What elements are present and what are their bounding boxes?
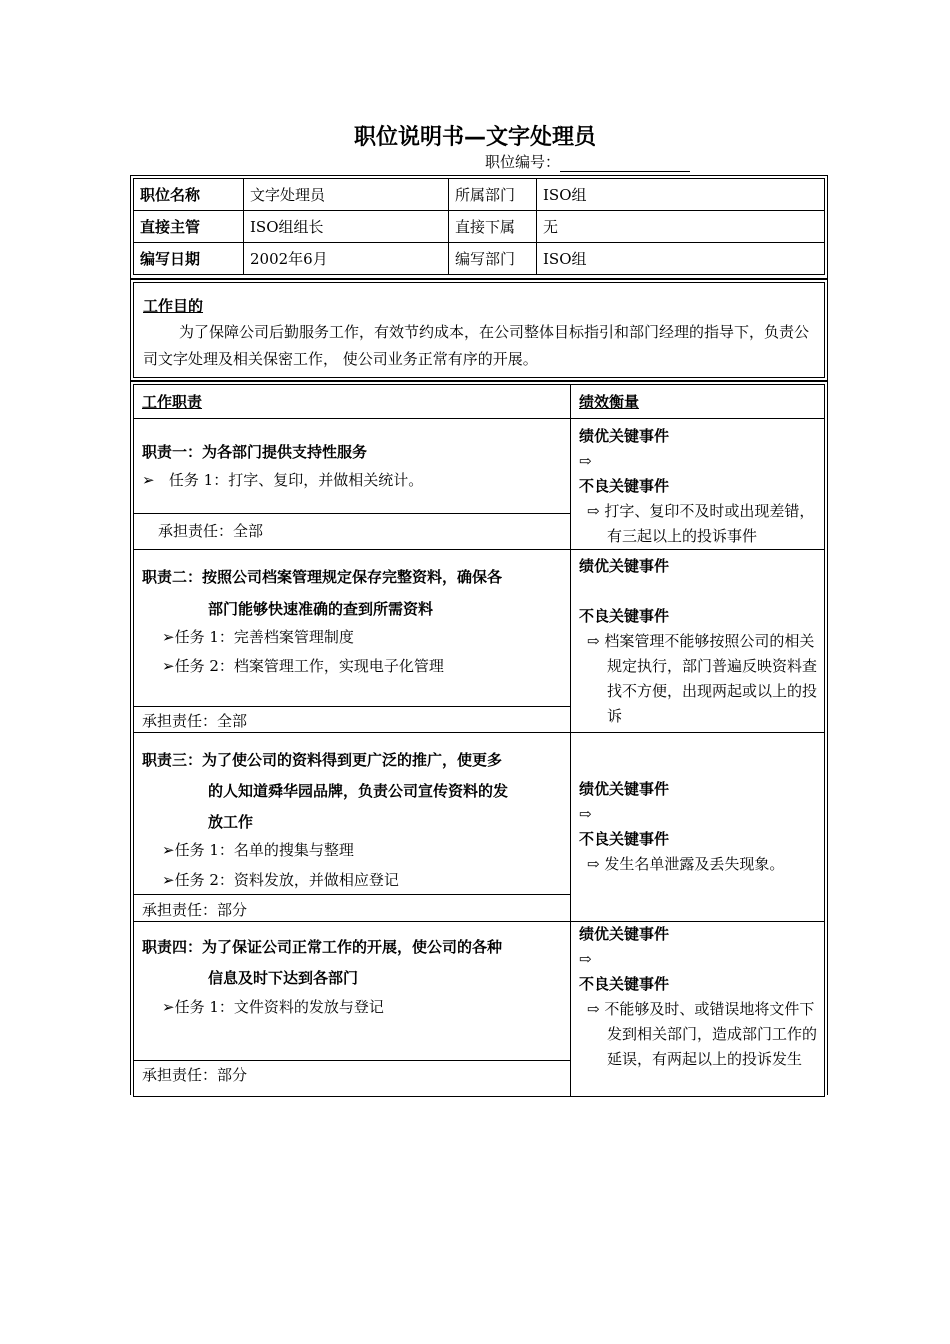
task-item xyxy=(162,996,384,1017)
duty-row xyxy=(134,419,825,550)
info-box xyxy=(130,175,828,279)
info-label: 直接下属 xyxy=(449,211,537,243)
bullet-icon: ➢ xyxy=(142,471,155,489)
info-row xyxy=(134,179,825,211)
responsibility: 承担责任：全部 xyxy=(158,522,264,540)
bad-events-text: 档案管理不能够按照公司的相关规定执行，部门普遍反映资料查找不方便，出现两起或以上的投诉 xyxy=(604,632,818,725)
bad-events-item xyxy=(579,629,818,729)
duties-header: 工作职责 xyxy=(134,385,571,419)
position-code xyxy=(485,151,690,172)
bad-events-text: 打字、复印不及时或出现差错，有三起以上的投诉事件 xyxy=(604,502,815,545)
duty-title-cont: 部门能够快速准确的查到所需资料 xyxy=(208,600,434,618)
position-code-label: 职位编号： xyxy=(485,153,561,171)
purpose-text: 为了保障公司后勤服务工作，有效节约成本，在公司整体目标指引和部门经理的指导下，负责公司文字处理及相关保密工作， 使公司业务正常有序的开展。 xyxy=(143,323,810,368)
bad-events-label: 不良关键事件 xyxy=(579,830,670,848)
good-events-label: 绩优关键事件 xyxy=(579,780,670,798)
purpose-box xyxy=(130,279,828,381)
info-value: ISO组 xyxy=(537,243,825,275)
bullet-icon: ➢ xyxy=(162,657,175,675)
info-label: 编写日期 xyxy=(134,243,244,275)
duties-box xyxy=(130,381,828,1095)
duty-title: 职责二：按照公司档案管理规定保存完整资料，确保各 xyxy=(142,568,503,586)
duties-table xyxy=(133,384,825,1097)
purpose-title: 工作目的 xyxy=(143,297,204,315)
task-text: 任务 1：文件资料的发放与登记 xyxy=(174,998,384,1016)
duty-title-cont: 的人知道舜华园品牌，负责公司宣传资料的发 xyxy=(208,782,509,800)
performance-cell xyxy=(571,733,825,922)
position-code-blank xyxy=(560,155,690,172)
bad-events-label: 不良关键事件 xyxy=(579,975,670,993)
duty-row xyxy=(134,733,825,922)
duty-title: 职责四：为了保证公司正常工作的开展，使公司的各种 xyxy=(142,938,503,956)
bullet-icon: ➢ xyxy=(162,871,175,889)
arrow-icon: ⇨ xyxy=(587,632,600,650)
bad-events-item xyxy=(579,852,818,877)
task-item xyxy=(162,839,354,860)
duty-title: 职责三：为了使公司的资料得到更广泛的推广，使更多 xyxy=(142,751,503,769)
bullet-icon: ➢ xyxy=(162,998,175,1016)
bullet-icon: ➢ xyxy=(162,628,175,646)
bad-events-text: 不能够及时、或错误地将文件下发到相关部门，造成部门工作的延误，有两起以上的投诉发生 xyxy=(604,1000,818,1068)
bad-events-item xyxy=(579,997,818,1072)
task-text: 任务 1：名单的搜集与整理 xyxy=(174,841,354,859)
info-value: ISO组组长 xyxy=(244,211,449,243)
info-label: 职位名称 xyxy=(134,179,244,211)
duty-row xyxy=(134,550,825,733)
arrow-icon: ⇨ xyxy=(579,805,592,823)
info-value: 2002年6月 xyxy=(244,243,449,275)
info-label: 编写部门 xyxy=(449,243,537,275)
arrow-icon: ⇨ xyxy=(587,1000,600,1018)
info-value: 无 xyxy=(537,211,825,243)
performance-cell xyxy=(571,922,825,1097)
task-item xyxy=(142,469,423,490)
duty-title-cont: 放工作 xyxy=(208,813,254,831)
task-text: 任务 1：打字、复印，并做相关统计。 xyxy=(168,471,424,489)
task-item xyxy=(162,626,354,647)
info-table xyxy=(133,178,825,275)
info-label: 所属部门 xyxy=(449,179,537,211)
duty-cell xyxy=(134,550,571,733)
info-row xyxy=(134,211,825,243)
good-events-label: 绩优关键事件 xyxy=(579,427,670,445)
responsibility: 承担责任：部分 xyxy=(142,901,248,919)
good-events-label: 绩优关键事件 xyxy=(579,557,670,575)
arrow-icon: ⇨ xyxy=(587,855,600,873)
duties-header-row xyxy=(134,385,825,419)
good-events-label: 绩优关键事件 xyxy=(579,925,670,943)
bad-events-text: 发生名单泄露及丢失现象。 xyxy=(604,855,785,873)
performance-header: 绩效衡量 xyxy=(571,385,825,419)
performance-cell xyxy=(571,550,825,733)
task-text: 任务 1：完善档案管理制度 xyxy=(174,628,354,646)
purpose-inner xyxy=(133,282,825,378)
bad-events-label: 不良关键事件 xyxy=(579,607,670,625)
duty-cell xyxy=(134,419,571,550)
duty-row xyxy=(134,922,825,1097)
bad-events-item xyxy=(579,499,818,549)
responsibility: 承担责任：全部 xyxy=(142,712,248,730)
document-title: 职位说明书—文字处理员 xyxy=(353,125,596,150)
bullet-icon: ➢ xyxy=(162,841,175,859)
info-row xyxy=(134,243,825,275)
duty-title-cont: 信息及时下达到各部门 xyxy=(208,969,359,987)
task-item xyxy=(162,655,444,676)
arrow-icon: ⇨ xyxy=(579,452,592,470)
info-value: 文字处理员 xyxy=(244,179,449,211)
arrow-icon: ⇨ xyxy=(579,950,592,968)
info-label: 直接主管 xyxy=(134,211,244,243)
duty-cell xyxy=(134,922,571,1097)
info-value: ISO组 xyxy=(537,179,825,211)
arrow-icon: ⇨ xyxy=(587,502,600,520)
performance-cell xyxy=(571,419,825,550)
task-text: 任务 2：档案管理工作，实现电子化管理 xyxy=(174,657,444,675)
duty-cell xyxy=(134,733,571,922)
duty-title: 职责一：为各部门提供支持性服务 xyxy=(142,443,368,461)
task-text: 任务 2：资料发放，并做相应登记 xyxy=(174,871,399,889)
task-item xyxy=(162,869,399,890)
responsibility: 承担责任：部分 xyxy=(142,1066,248,1084)
bad-events-label: 不良关键事件 xyxy=(579,477,670,495)
